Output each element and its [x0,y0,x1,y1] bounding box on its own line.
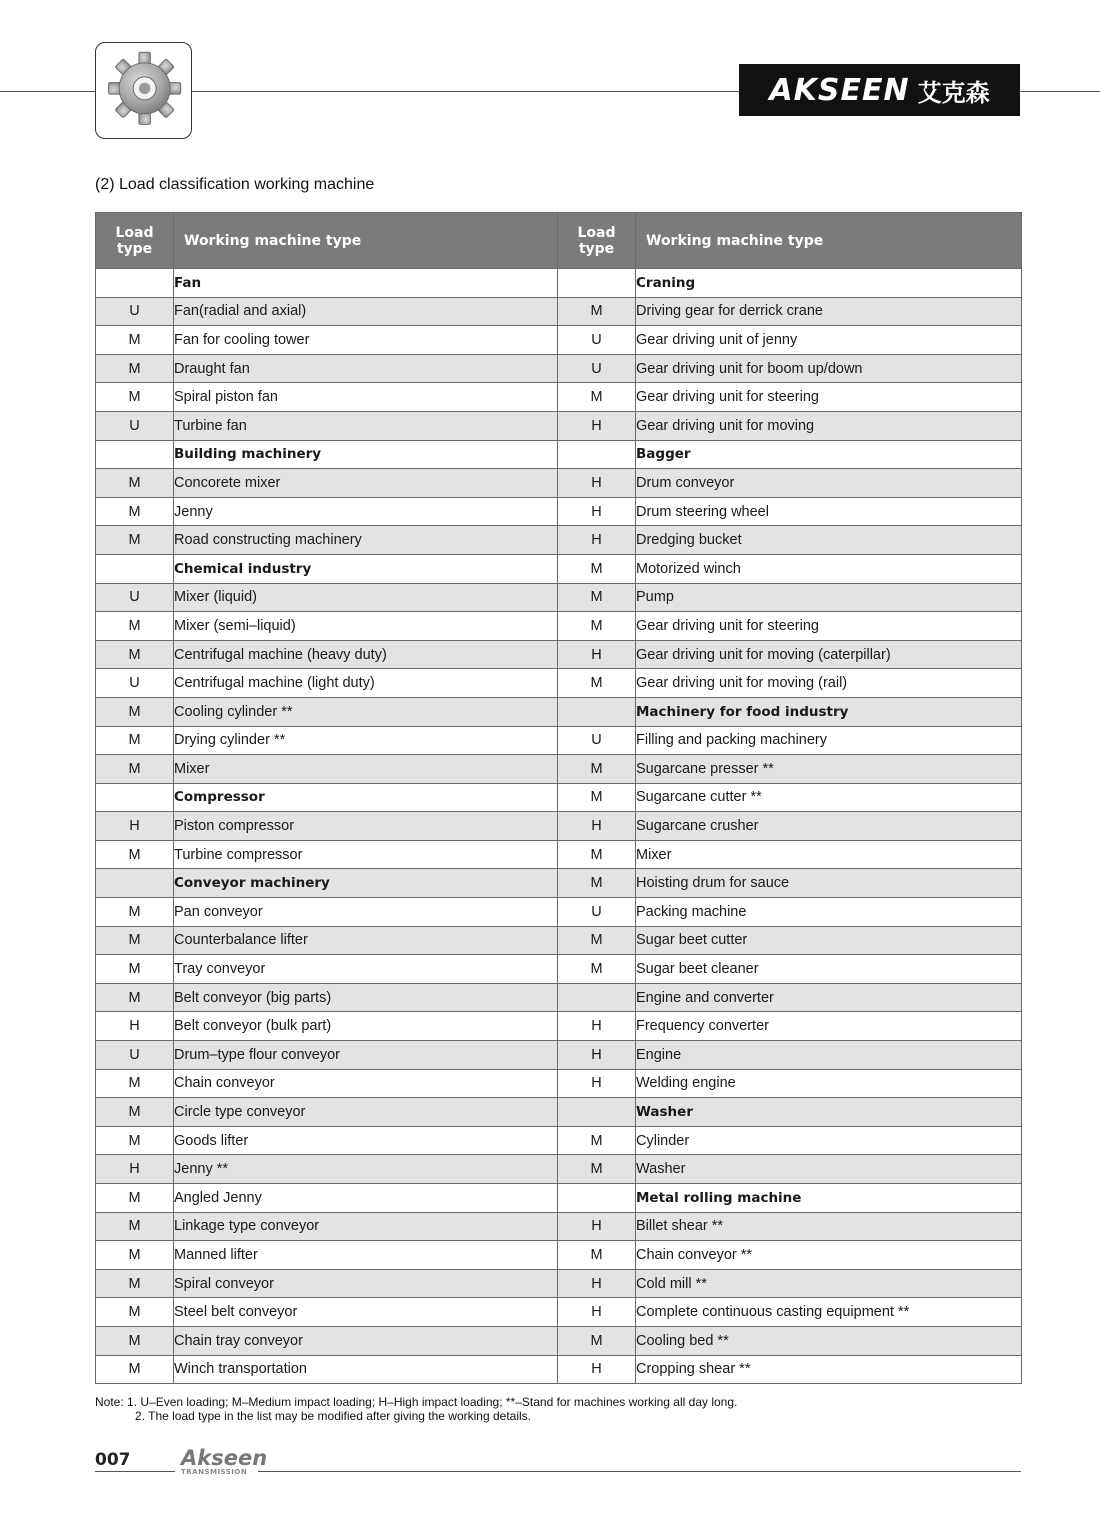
load-type-cell-right [558,697,636,726]
machine-type-cell-left: Winch transportation [174,1355,558,1384]
brand-name: AKSEEN [769,72,910,108]
table-row [96,526,1022,555]
machine-type-cell-left: Belt conveyor (bulk part) [174,1012,558,1041]
load-type-cell-left [96,269,174,298]
load-type-cell-left: U [96,669,174,698]
load-type-cell-right: U [558,326,636,355]
table-row [96,640,1022,669]
load-type-cell-left: U [96,297,174,326]
machine-type-cell-right: Gear driving unit for moving (rail) [636,669,1022,698]
load-type-cell-left: M [96,1126,174,1155]
machine-type-cell-left: Concorete mixer [174,469,558,498]
machine-type-cell-left: Road constructing machinery [174,526,558,555]
table-row [96,1012,1022,1041]
load-type-cell-right: H [558,497,636,526]
load-type-cell-left [96,869,174,898]
load-type-cell-left: M [96,1184,174,1213]
table-row [96,440,1022,469]
footer-logo-subtitle: TRANSMISSION [181,1468,248,1476]
machine-type-cell-left: Linkage type conveyor [174,1212,558,1241]
load-type-cell-right: H [558,1212,636,1241]
load-type-cell-left: M [96,354,174,383]
header-machine-type-right: Working machine type [636,213,1022,269]
machine-type-cell-right: Motorized winch [636,554,1022,583]
load-type-cell-left: M [96,326,174,355]
load-type-cell-left [96,440,174,469]
load-type-cell-left: M [96,1212,174,1241]
machine-type-cell-right: Sugarcane cutter ** [636,783,1022,812]
table-row [96,1069,1022,1098]
machine-type-cell-right: Cold mill ** [636,1269,1022,1298]
machine-type-cell-left: Steel belt conveyor [174,1298,558,1327]
load-type-cell-right: H [558,1269,636,1298]
load-type-cell-right: M [558,840,636,869]
load-type-cell-left: M [96,726,174,755]
load-type-cell-right: H [558,1012,636,1041]
load-classification-table [95,212,1022,1384]
table-row [96,1041,1022,1070]
load-type-cell-left: M [96,697,174,726]
load-type-cell-left: M [96,898,174,927]
category-heading-left: Building machinery [174,440,558,469]
machine-type-cell-left: Chain tray conveyor [174,1326,558,1355]
machine-type-cell-left: Tray conveyor [174,955,558,984]
table-row [96,898,1022,927]
category-heading-left: Fan [174,269,558,298]
note-line-2: 2. The load type in the list may be modified after giving the working details. [135,1409,531,1423]
load-type-cell-left: U [96,1041,174,1070]
brand-banner [739,64,1020,116]
machine-type-cell-left: Cooling cylinder ** [174,697,558,726]
machine-type-cell-right: Cylinder [636,1126,1022,1155]
machine-type-cell-left: Circle type conveyor [174,1098,558,1127]
load-type-cell-right: M [558,383,636,412]
machine-type-cell-left: Goods lifter [174,1126,558,1155]
load-type-cell-right: M [558,1241,636,1270]
machine-type-cell-right: Drum conveyor [636,469,1022,498]
machine-type-cell-right: Gear driving unit for moving (caterpillar) [636,640,1022,669]
table-row [96,955,1022,984]
machine-type-cell-right: Engine and converter [636,983,1022,1012]
machine-type-cell-right: Frequency converter [636,1012,1022,1041]
machine-type-cell-right: Hoisting drum for sauce [636,869,1022,898]
load-type-cell-right: U [558,726,636,755]
table-row [96,354,1022,383]
machine-type-cell-right: Billet shear ** [636,1212,1022,1241]
load-type-cell-left [96,554,174,583]
machine-type-cell-right: Washer [636,1155,1022,1184]
machine-type-cell-left: Turbine fan [174,411,558,440]
load-type-cell-right: H [558,526,636,555]
category-heading-left: Chemical industry [174,554,558,583]
category-heading-right: Washer [636,1098,1022,1127]
table-row [96,554,1022,583]
machine-type-cell-right: Packing machine [636,898,1022,927]
table-row [96,383,1022,412]
machine-type-cell-right: Chain conveyor ** [636,1241,1022,1270]
note-line-1: Note: 1. U–Even loading; M–Medium impact loading; H–High impact loading; **–Stand for machines working all day long. [95,1395,738,1409]
load-type-cell-left: M [96,1298,174,1327]
table-row [96,1355,1022,1384]
load-type-cell-left: M [96,1241,174,1270]
load-type-cell-right: H [558,1041,636,1070]
load-type-cell-left: M [96,926,174,955]
table-row [96,1155,1022,1184]
header-machine-type-left: Working machine type [174,213,558,269]
load-type-cell-left: M [96,1069,174,1098]
load-type-cell-right: U [558,898,636,927]
section-title: (2) Load classification working machine [95,176,375,193]
machine-type-cell-left: Fan for cooling tower [174,326,558,355]
machine-type-cell-right: Sugar beet cutter [636,926,1022,955]
machine-type-cell-right: Complete continuous casting equipment ** [636,1298,1022,1327]
table-row [96,497,1022,526]
load-type-cell-right: M [558,926,636,955]
table-row [96,926,1022,955]
machine-type-cell-left: Spiral piston fan [174,383,558,412]
table-row [96,1298,1022,1327]
load-type-cell-left: M [96,840,174,869]
machine-type-cell-left: Piston compressor [174,812,558,841]
table-row [96,612,1022,641]
machine-type-cell-right: Dredging bucket [636,526,1022,555]
load-type-cell-left: M [96,983,174,1012]
load-type-cell-left: M [96,955,174,984]
table-row [96,1126,1022,1155]
table-row [96,1212,1022,1241]
load-type-cell-left: U [96,583,174,612]
load-type-cell-right: M [558,755,636,784]
load-type-cell-left: M [96,640,174,669]
machine-type-cell-right: Sugarcane crusher [636,812,1022,841]
gear-icon-frame [95,42,192,139]
notes [95,1395,737,1423]
machine-type-cell-right: Gear driving unit of jenny [636,326,1022,355]
machine-type-cell-right: Cropping shear ** [636,1355,1022,1384]
machine-type-cell-right: Gear driving unit for moving [636,411,1022,440]
load-type-cell-right [558,269,636,298]
machine-type-cell-left: Drying cylinder ** [174,726,558,755]
category-heading-right: Bagger [636,440,1022,469]
machine-type-cell-left: Jenny ** [174,1155,558,1184]
machine-type-cell-left: Drum–type flour conveyor [174,1041,558,1070]
load-type-cell-left: M [96,1098,174,1127]
table-row [96,326,1022,355]
header-rule-right [1020,91,1100,92]
load-type-cell-right: M [558,583,636,612]
machine-type-cell-right: Cooling bed ** [636,1326,1022,1355]
machine-type-cell-right: Sugarcane presser ** [636,755,1022,784]
load-type-cell-right: H [558,640,636,669]
table-row [96,469,1022,498]
load-type-cell-right: M [558,297,636,326]
table-row [96,1326,1022,1355]
table-row [96,697,1022,726]
load-type-cell-left: M [96,1269,174,1298]
machine-type-cell-left: Draught fan [174,354,558,383]
load-type-cell-right: M [558,869,636,898]
table-row [96,1184,1022,1213]
load-type-cell-right: H [558,1355,636,1384]
machine-type-cell-left: Mixer (liquid) [174,583,558,612]
load-type-cell-right: M [558,955,636,984]
table-row [96,269,1022,298]
load-type-cell-right: M [558,783,636,812]
machine-type-cell-left: Mixer (semi–liquid) [174,612,558,641]
machine-type-cell-right: Mixer [636,840,1022,869]
load-type-cell-left: M [96,1326,174,1355]
machine-type-cell-right: Drum steering wheel [636,497,1022,526]
table-row [96,1098,1022,1127]
table-body [96,269,1022,1384]
machine-type-cell-left: Counterbalance lifter [174,926,558,955]
table-header-row [96,213,1022,269]
footer-rule-left [95,1471,175,1472]
table-row [96,783,1022,812]
gear-icon [102,49,184,131]
header-load-type-right: Load type [558,213,636,269]
footer-logo: Akseen [181,1446,268,1470]
table-row [96,983,1022,1012]
machine-type-cell-left: Turbine compressor [174,840,558,869]
load-type-cell-left: U [96,411,174,440]
category-heading-left: Compressor [174,783,558,812]
table-row [96,869,1022,898]
table-row [96,840,1022,869]
machine-type-cell-right: Filling and packing machinery [636,726,1022,755]
header-rule-middle [192,91,739,92]
machine-type-cell-right: Sugar beet cleaner [636,955,1022,984]
machine-type-cell-right: Gear driving unit for steering [636,383,1022,412]
machine-type-cell-left: Jenny [174,497,558,526]
load-type-cell-left: M [96,755,174,784]
machine-type-cell-left: Pan conveyor [174,898,558,927]
load-type-cell-right: H [558,411,636,440]
load-type-cell-right: H [558,1069,636,1098]
load-type-cell-right: H [558,812,636,841]
table-row [96,411,1022,440]
machine-type-cell-left: Angled Jenny [174,1184,558,1213]
load-type-cell-right: M [558,554,636,583]
load-type-cell-right: M [558,669,636,698]
machine-type-cell-left: Belt conveyor (big parts) [174,983,558,1012]
load-type-cell-right [558,440,636,469]
load-type-cell-left: M [96,497,174,526]
table-row [96,1269,1022,1298]
machine-type-cell-left: Centrifugal machine (heavy duty) [174,640,558,669]
category-heading-right: Machinery for food industry [636,697,1022,726]
load-type-cell-left: H [96,1012,174,1041]
load-type-cell-left: M [96,526,174,555]
machine-type-cell-left: Manned lifter [174,1241,558,1270]
load-type-cell-right: M [558,612,636,641]
load-type-cell-right: M [558,1126,636,1155]
table-row [96,726,1022,755]
machine-type-cell-right: Gear driving unit for steering [636,612,1022,641]
footer-rule-right [258,1471,1021,1472]
load-type-cell-left: M [96,612,174,641]
load-type-cell-right [558,1184,636,1213]
machine-type-cell-left: Spiral conveyor [174,1269,558,1298]
load-type-cell-left: M [96,469,174,498]
machine-type-cell-left: Chain conveyor [174,1069,558,1098]
load-type-cell-right [558,1098,636,1127]
load-type-cell-left: H [96,812,174,841]
load-type-cell-left: M [96,383,174,412]
machine-type-cell-right: Pump [636,583,1022,612]
load-type-cell-right: H [558,1298,636,1327]
load-type-cell-right: M [558,1155,636,1184]
page-number: 007 [95,1450,131,1470]
category-heading-left: Conveyor machinery [174,869,558,898]
table-row [96,297,1022,326]
machine-type-cell-right: Driving gear for derrick crane [636,297,1022,326]
category-heading-right: Metal rolling machine [636,1184,1022,1213]
brand-cjk: 艾克森 [917,78,990,107]
table-row [96,1241,1022,1270]
machine-type-cell-left: Mixer [174,755,558,784]
load-type-cell-right: U [558,354,636,383]
table-row [96,583,1022,612]
load-type-cell-right: M [558,1326,636,1355]
load-type-cell-left: H [96,1155,174,1184]
load-type-cell-left: M [96,1355,174,1384]
machine-type-cell-right: Engine [636,1041,1022,1070]
machine-type-cell-left: Centrifugal machine (light duty) [174,669,558,698]
load-type-cell-right: H [558,469,636,498]
machine-type-cell-left: Fan(radial and axial) [174,297,558,326]
category-heading-right: Craning [636,269,1022,298]
table-row [96,812,1022,841]
table-row [96,669,1022,698]
load-type-cell-right [558,983,636,1012]
table-row [96,755,1022,784]
header-load-type-left: Load type [96,213,174,269]
machine-type-cell-right: Welding engine [636,1069,1022,1098]
load-type-cell-left [96,783,174,812]
machine-type-cell-right: Gear driving unit for boom up/down [636,354,1022,383]
header-rule-left [0,91,95,92]
